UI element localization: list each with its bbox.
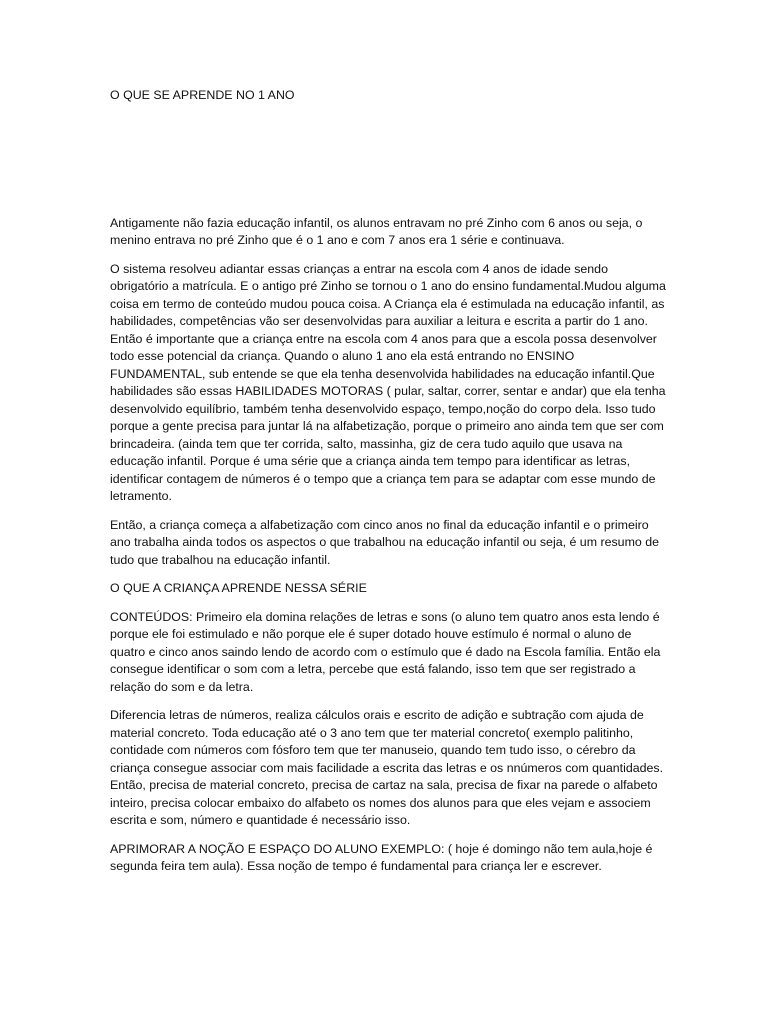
title-spacer bbox=[110, 105, 666, 215]
section-heading-what-child-learns: O QUE A CRIANÇA APRENDE NESSA SÉRIE bbox=[110, 581, 367, 595]
paragraph-time-notion: APRIMORAR A NOÇÃO E ESPAÇO DO ALUNO EXEMPLO: ( hoje é domingo não tem aula,hoje é segunda feira tem aula). Essa noção de tempo é fundamental para criança ler e escrever. bbox=[110, 841, 653, 873]
paragraph-numbers: Diferencia letras de números, realiza cálculos orais e escrito de adição e subtração com ajuda de material concreto. Toda educação até o 3 ano tem que ter material concreto( exemplo palitinho, contidade com números com fósforo tem que ter manuseio, quando tem tudo isso, o cérebro da criança consegue associar com mais facilidade a escrita das letras e os nnúmeros com quantidades. Então, precisa de material concreto, precisa de cartaz na sala, precisa de fixar na parede o alfabeto inteiro, precisa colocar embaixo do alfabeto os nomes dos alunos para que eles vejam e associem escrita e som, número e quantidade é necessário isso. bbox=[110, 708, 664, 827]
document-body bbox=[110, 87, 666, 887]
paragraph-literacy: Então, a criança começa a alfabetização com cinco anos no final da educação infantil e o primeiro ano trabalha ainda todos os aspectos o que trabalhou na educação infantil ou seja, é um resumo de tudo que trabalhou na educação infantil. bbox=[110, 517, 660, 567]
document-title: O QUE SE APRENDE NO 1 ANO bbox=[110, 88, 295, 102]
paragraph-history: Antigamente não fazia educação infantil, os alunos entravam no pré Zinho com 6 anos ou seja, o menino entrava no pré Zinho que é o 1 ano e com 7 anos era 1 série e continuava. bbox=[110, 215, 643, 247]
paragraph-system: O sistema resolveu adiantar essas crianças a entrar na escola com 4 anos de idade sendo obrigatório a matrícula. E o antigo pré Zinho se tornou o 1 ano do ensino fundamental.Mudou alguma coisa em termo de conteúdo mudou pouca coisa. A Criança ela é estimulada na educação infantil, as habilidades, competências vão ser desenvolvidas para auxiliar a leitura e escrita a partir do 1 ano. Então é importante que a criança entre na escola com 4 anos para que a escola possa desenvolver todo esse potencial da criança. Quando o aluno 1 ano ela está entrando no ENSINO FUNDAMENTAL, sub entende se que ela tenha desenvolvida habilidades na educação infantil.Que habilidades são essas HABILIDADES MOTORAS ( pular, saltar, correr, sentar e andar) que ela tenha desenvolvido equilíbrio, também tenha desenvolvido espaço, tempo,noção do corpo dela. Isso tudo porque a gente precisa para juntar lá na alfabetização, porque o primeiro ano ainda tem que ser com brincadeira. (ainda tem que ter corrida, salto, massinha, giz de cera tudo aquilo que usava na educação infantil. Porque é uma série que a criança ainda tem tempo para identificar as letras, identificar contagem de números é o tempo que a criança tem para se adaptar com esse mundo de letramento. bbox=[110, 261, 666, 503]
paragraph-contents: CONTEÚDOS: Primeiro ela domina relações de letras e sons (o aluno tem quatro anos esta lendo é porque ele foi estimulado e não porque ele é super dotado houve estímulo é normal o aluno de quatro e cinco anos saindo lendo de acordo com o estímulo que é dado na Escola família. Então ela consegue identificar o som com a letra, percebe que está falando, isso tem que ser registrado a relação do som e da letra. bbox=[110, 609, 661, 694]
